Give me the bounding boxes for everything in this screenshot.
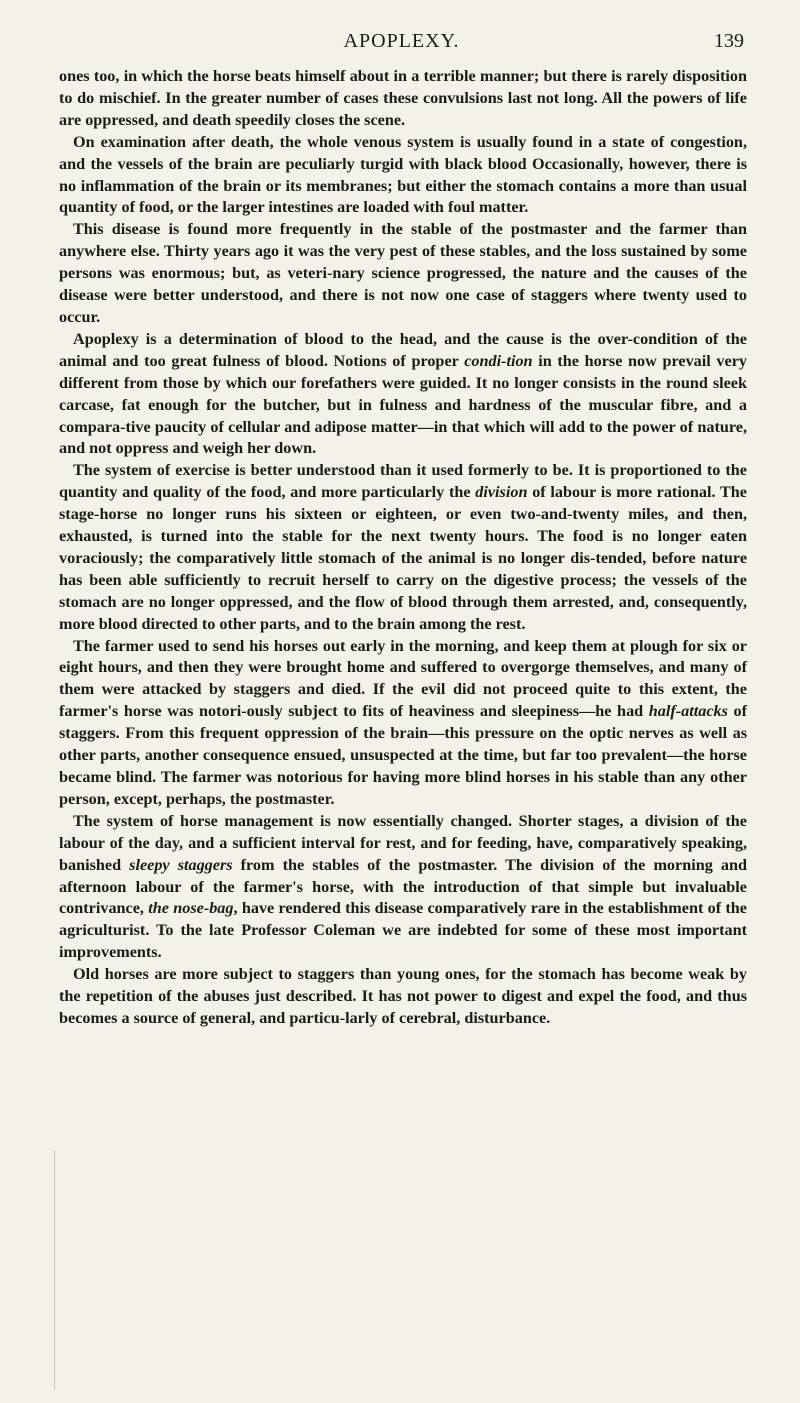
paragraph xyxy=(59,636,747,811)
paragraph xyxy=(59,132,747,220)
paragraph xyxy=(59,329,747,460)
paragraph xyxy=(59,811,747,964)
text-run: from the stables of the postmaster. The division of the morning and afternoon labour of the farmer's horse, with the introduction of that simple but invaluable contrivance, xyxy=(59,855,747,918)
italic-text: condi-tion xyxy=(464,351,533,370)
text-run: Apoplexy is a determination of blood to the head, and the cause is the over-condition of the animal and too great fulness of blood. Notions of proper xyxy=(59,329,747,370)
page-header xyxy=(59,30,744,62)
text-run: On examination after death, the whole venous system is usually found in a state of congestion, and the vessels of the brain are peculiarly turgid with black blood Occasionally, however, there is no inflammation of the brain or its membranes; but either the stomach contains a more than usual quantity of food, or the larger intestines are loaded with foul matter. xyxy=(59,132,747,217)
text-run: in the horse now prevail very different from those by which our forefathers were guided. It no longer consists in the round sleek carcase, fat enough for the butcher, but in fulness and hardness of the muscular fibre, and a compara-tive paucity of cellular and adipose matter—in that which will add to the power of nature, and not oppress and weigh her down. xyxy=(59,351,747,458)
text-run: , have rendered this disease comparatively rare in the establishment of the agriculturist. To the late Professor Coleman we are indebted for some of these most important improvements. xyxy=(59,899,747,962)
text-run: Old horses are more subject to staggers than young ones, for the stomach has become weak by the repetition of the abuses just described. It has not power to digest and expel the food, and thus becomes a source of general, and particu-larly of cerebral, disturbance. xyxy=(59,965,747,1027)
margin-shadow xyxy=(54,1150,55,1390)
italic-text: division xyxy=(475,483,528,502)
italic-text: half-attacks xyxy=(648,702,728,721)
paragraph xyxy=(59,66,747,132)
text-run: ones too, in which the horse beats himself about in a terrible manner; but there is rarely disposition to do mischief. In the greater number of cases these convulsions last not long. All the powers of life are oppressed, and death speedily closes the scene. xyxy=(59,67,747,129)
running-title: APOPLEXY. xyxy=(343,30,460,52)
italic-text: sleepy staggers xyxy=(129,855,233,874)
text-run: of labour is more rational. The stage-horse no longer runs his sixteen or eighteen, or even two-and-twenty miles, and then, exhausted, is turned into the stable for the next twenty hours. The food is no longer eaten voraciously; the comparatively little stomach of the animal is no longer dis-tended, before nature has been able sufficiently to recruit herself to carry on the digestive process; the vessels of the stomach are no longer oppressed, and the flow of blood through them arrested, and, consequently, more blood directed to other parts, and to the brain among the rest. xyxy=(59,483,747,633)
text-run: The farmer used to send his horses out early in the morning, and keep them at plough for six or eight hours, and then they were brought home and suffered to overgorge themselves, and many of them were attacked by staggers and died. If the evil did not proceed quite to this extent, the farmer's horse was notori-ously subject to fits of heaviness and sleepiness—he had xyxy=(59,636,747,721)
text-run: of staggers. From this frequent oppression of the brain—this pressure on the optic nerves as well as other parts, another consequence ensued, unsuspected at the time, but far too prevalent—the horse became blind. The farmer was notorious for having more blind horses in his stable than any other person, except, perhaps, the postmaster. xyxy=(59,702,748,808)
text-run: The system of horse management is now essentially changed. Shorter stages, a division of the labour of the day, and a sufficient interval for rest, and for feeding, have, comparatively speaking, banished xyxy=(59,811,747,874)
page-number: 139 xyxy=(714,30,744,52)
body-text xyxy=(59,66,747,1030)
text-run: The system of exercise is better understood than it used formerly to be. It is proportioned to the quantity and quality of the food, and more particularly the xyxy=(59,461,747,502)
text-run: This disease is found more frequently in the stable of the postmaster and the farmer than anywhere else. Thirty years ago it was the very pest of these stables, and the loss sustained by some persons was enormous; but, as veteri-nary science progressed, the nature and the causes of the disease were better understood, and there is not now one case of staggers where twenty used to occur. xyxy=(59,220,747,326)
paragraph xyxy=(59,219,747,329)
paragraph xyxy=(59,460,747,635)
paragraph xyxy=(59,964,747,1030)
italic-text: the nose-bag xyxy=(148,899,234,918)
